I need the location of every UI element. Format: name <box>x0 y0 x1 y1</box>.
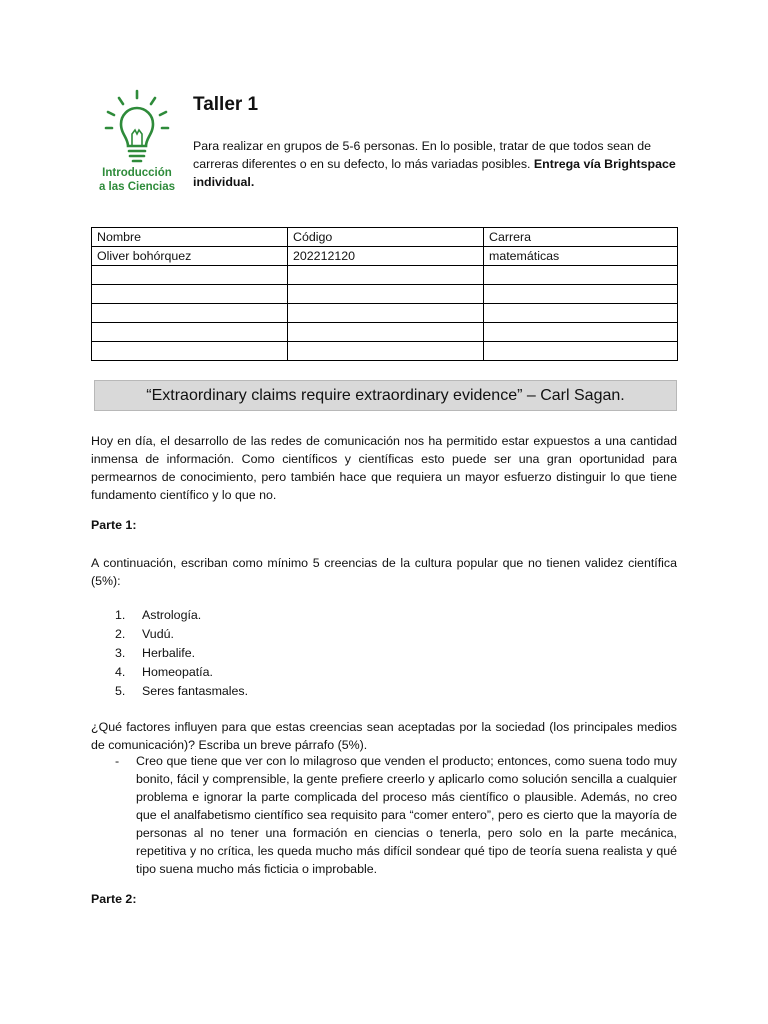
table-cell <box>288 304 484 323</box>
table-cell <box>92 266 288 285</box>
intro-text <box>193 137 683 191</box>
table-cell <box>92 323 288 342</box>
list-text: Vudú. <box>142 627 174 641</box>
page-title: Taller 1 <box>193 94 259 115</box>
paragraph-intro: Hoy en día, el desarrollo de las redes de comunicación nos ha permitido estar expuestos a una cantidad inmensa de información. Como científicos y científicas esto puede ser una gran oportunidad para permearnos de conocimiento, pero también hace que requiera un mayor esfuerzo distinguir lo que tiene fundamento científico y lo que no. <box>91 434 677 502</box>
table-row <box>92 266 678 285</box>
table-cell <box>484 266 678 285</box>
table-row <box>92 304 678 323</box>
table-cell <box>92 285 288 304</box>
course-logo <box>94 88 180 198</box>
paragraph-question: ¿Qué factores influyen para que estas creencias sean aceptadas por la sociedad (los principales medios de comunicación)? Escriba un breve párrafo (5%). <box>91 720 677 752</box>
section-heading-parte-1: Parte 1: <box>91 518 137 532</box>
list-item <box>91 644 248 663</box>
table-row <box>92 323 678 342</box>
list-text: Homeopatía. <box>142 665 213 679</box>
table-cell <box>484 323 678 342</box>
header-carrera: Carrera <box>484 228 678 247</box>
table-row <box>92 342 678 361</box>
table-row <box>92 285 678 304</box>
list-number: 4. <box>115 665 126 679</box>
list-number: 3. <box>115 646 126 660</box>
table-header-row <box>92 228 678 247</box>
answer-block <box>91 752 677 878</box>
intro-plain: Para realizar en grupos de 5-6 personas. En lo posible, tratar de que todos sean de carreras diferentes o en su defecto, lo más variadas posibles. <box>193 139 652 171</box>
list-text: Herbalife. <box>142 646 196 660</box>
table-cell <box>92 342 288 361</box>
list-text: Astrología. <box>142 608 202 622</box>
paragraph-instructions: A continuación, escriban como mínimo 5 creencias de la cultura popular que no tienen validez científica (5%): <box>91 556 677 588</box>
list-item <box>91 682 248 701</box>
bullet-dash: - <box>115 754 120 768</box>
list-number: 2. <box>115 627 126 641</box>
table-row <box>92 247 678 266</box>
list-number: 1. <box>115 608 126 622</box>
section-heading-parte-2: Parte 2: <box>91 892 137 906</box>
answer-text: Creo que tiene que ver con lo milagroso que venden el producto; entonces, como suena todo muy bonito, fácil y comprensible, la gente prefiere creerlo y aplicarlo como solución sencilla a cualquier problema e ignorar la parte complicada del proceso más científico o plausible. Además, no creo que el analfabetismo científico sea requisito para “comer entero”, pero es cierto que la mayoría de personas al no tener una formación en ciencias o tenerla, pero solo en la parte mecánica, repetitiva y no crítica, les queda mucho más difícil sondear qué tipo de teoría suena realista y qué tipo suena mucho más ficticia o improbable. <box>136 754 677 876</box>
table-cell <box>484 304 678 323</box>
table-cell <box>484 342 678 361</box>
quote-banner <box>94 380 677 411</box>
table-cell <box>288 323 484 342</box>
logo-line-2: a las Ciencias <box>98 181 176 193</box>
list-number: 5. <box>115 684 126 698</box>
list-item <box>91 606 248 625</box>
table-cell <box>288 342 484 361</box>
list-text: Seres fantasmales. <box>142 684 249 698</box>
members-table <box>91 227 678 361</box>
table-cell <box>92 304 288 323</box>
table-cell: Oliver bohórquez <box>92 247 288 266</box>
list-item <box>91 625 248 644</box>
header-codigo: Código <box>288 228 484 247</box>
table-cell: 202212120 <box>288 247 484 266</box>
header-nombre: Nombre <box>92 228 288 247</box>
logo-line-1: Introducción <box>102 167 172 179</box>
beliefs-list <box>91 606 248 701</box>
quote-text: “Extraordinary claims require extraordinary evidence” – Carl Sagan. <box>146 386 625 404</box>
list-item <box>91 663 248 682</box>
table-cell <box>288 285 484 304</box>
table-cell <box>288 266 484 285</box>
lightbulb-icon <box>98 88 176 166</box>
intro-bold: Entrega vía Brightspace individual. <box>193 157 676 189</box>
table-cell <box>484 285 678 304</box>
table-cell: matemáticas <box>484 247 678 266</box>
